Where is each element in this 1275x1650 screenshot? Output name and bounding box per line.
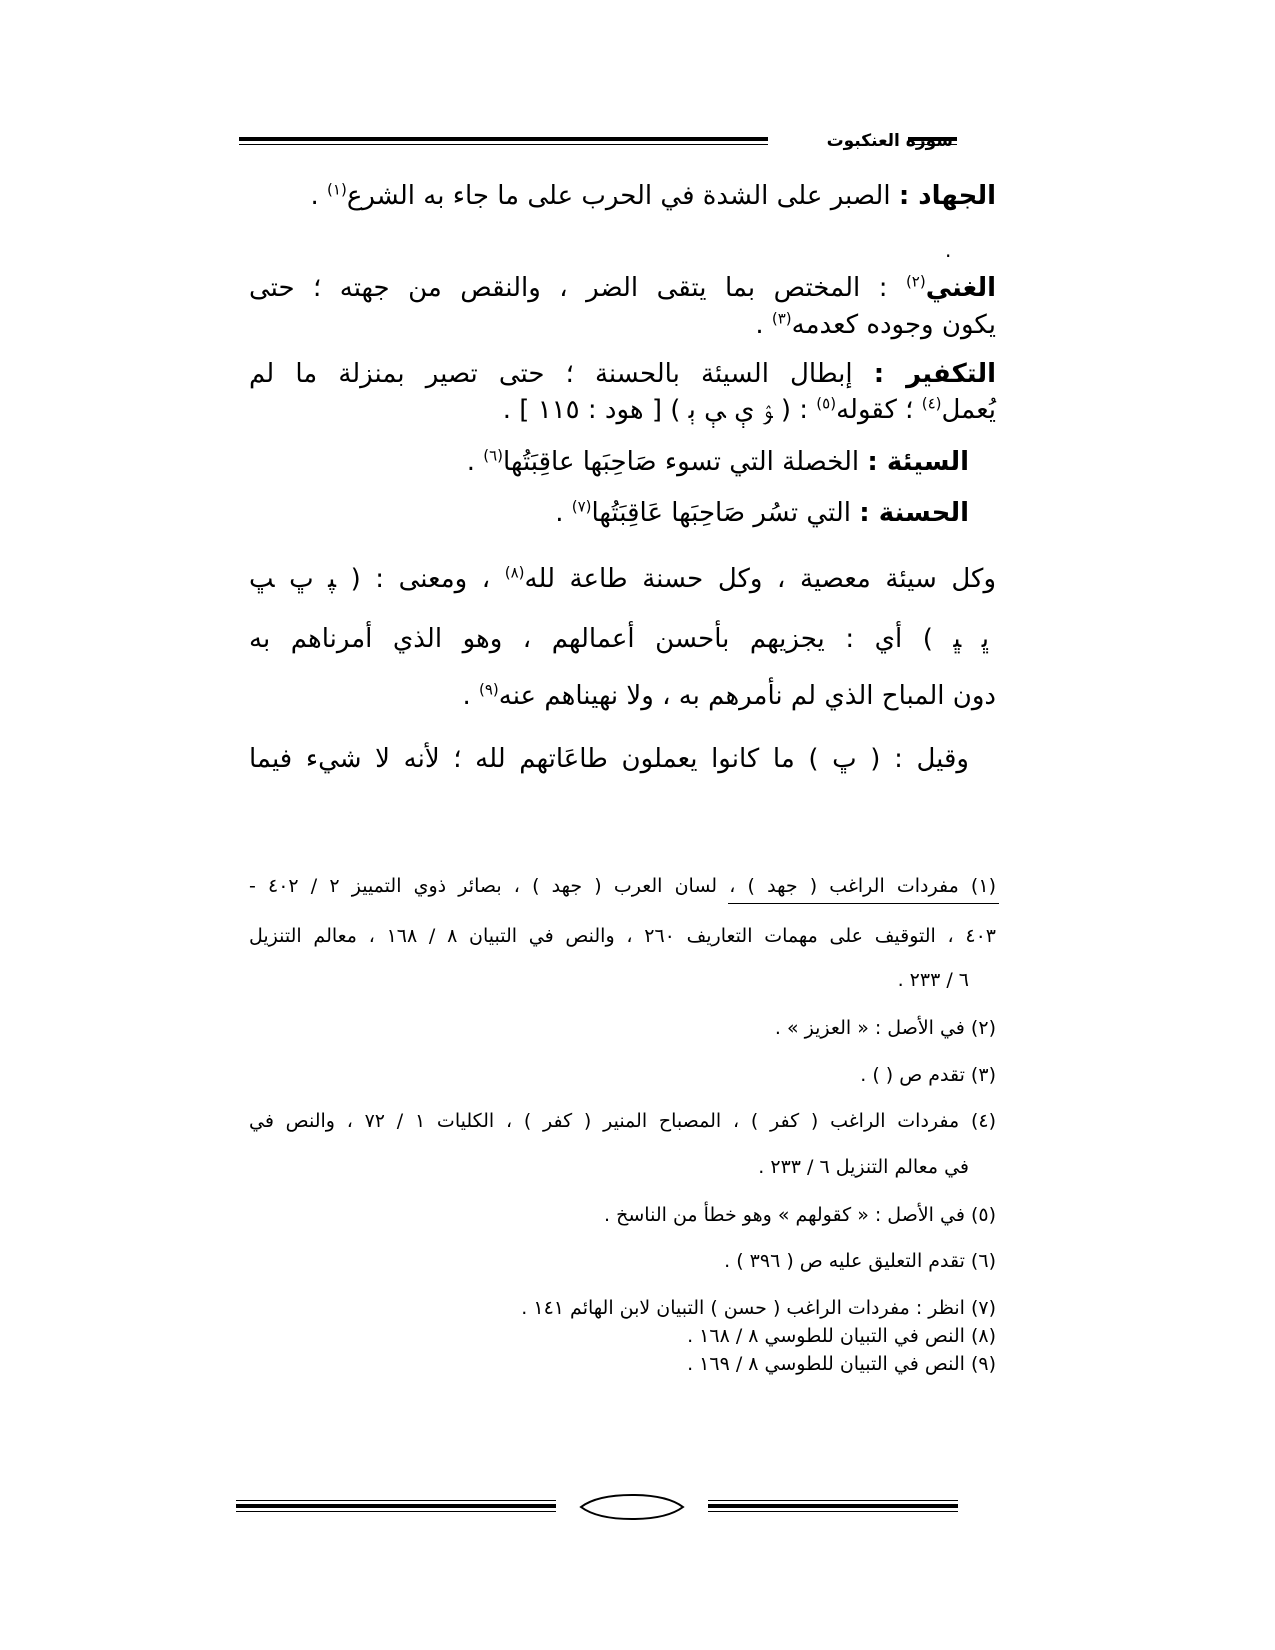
note-ref-7: (٧): [571, 497, 592, 516]
term-jihad: الجهاد :: [898, 181, 996, 211]
entry-ghani-line1: [249, 272, 996, 304]
definition-ghani: : المختص بما يتقى الضر ، والنقص من جهته ؛ حتى: [249, 273, 906, 303]
entry-ghani-line2: [755, 309, 996, 341]
definition-jihad: الصبر على الشدة في الحرب على ما جاء به الشرع: [346, 181, 899, 211]
footnote-9: (٩) النص في التبيان للطوسي ٨ / ١٦٩ .: [687, 1353, 996, 1375]
term-sayyia: السيئة :: [867, 447, 969, 477]
note-ref-1: (١): [327, 180, 347, 199]
sentence-end: .: [466, 447, 484, 477]
definition-sayyia: الخصلة التي تسوء صَاحِبَها عاقِبَتُها: [503, 447, 868, 477]
definition-takfir-quote-intro: ؛ كقوله: [836, 395, 922, 425]
entry-takfir-line2: [503, 394, 996, 426]
sentence-end: .: [310, 181, 328, 211]
definition-hasana: التي تسُر صَاحِبَها عَاقِبَتُها: [591, 498, 860, 528]
note-ref-9: (٩): [478, 680, 499, 699]
footer-rule-left-thin-2: [236, 1511, 556, 1512]
term-takfir: التكفير :: [873, 359, 996, 389]
note-ref-5: (٥): [816, 394, 837, 413]
footnote-4-line-2: في معالم التنزيل ٦ / ٢٣٣ .: [758, 1156, 969, 1178]
header-surah-title: سورة العنكبوت: [826, 131, 953, 151]
entry-sayyia: [467, 446, 969, 478]
stray-dot: .: [945, 238, 952, 262]
note-ref-4: (٤): [921, 394, 942, 413]
footer-rule-right-thin: [708, 1500, 958, 1501]
paragraph-text: وكل سيئة معصية ، وكل حسنة طاعة لله: [524, 564, 996, 594]
footer-rule-right-thin-2: [708, 1511, 958, 1512]
header-rule-left-thick: [239, 137, 768, 141]
paragraph-line-3: [462, 680, 996, 712]
note-ref-2: (٢): [905, 272, 926, 291]
paragraph-text: ، ومعنى : ( ﭙ ﭚ ﭛ: [249, 564, 505, 594]
footnote-6: (٦) تقدم التعليق عليه ص ( ٣٩٦ ) .: [724, 1250, 996, 1272]
footnote-separator: [728, 903, 999, 904]
quran-citation-hud: : ( ﯣ ﯤ ﯥ ﯦ ) [ هود : ١١٥ ] .: [502, 395, 817, 425]
footnote-4-line-1: (٤) مفردات الراغب ( كفر ) ، المصباح المنير ( كفر ) ، الكليات ١ / ٧٢ ، والنص في: [249, 1110, 996, 1132]
note-ref-8: (٨): [504, 563, 525, 582]
footer-rule-right-thick: [708, 1504, 958, 1508]
paragraph-line-4: [249, 743, 969, 775]
paragraph-text: وقيل : ( ﭚ ) ما كانوا يعملون طاعَاتهم لله ؛ لأنه لا شيء فيما: [249, 744, 969, 774]
footer-rule-left-thin: [236, 1500, 556, 1501]
footnote-1-line-2: ٤٠٣ ، التوقيف على مهمات التعاريف ٢٦٠ ، والنص في التبيان ٨ / ١٦٨ ، معالم التنزيل: [249, 925, 997, 947]
term-ghani: الغني: [925, 273, 996, 303]
footnote-7: (٧) انظر : مفردات الراغب ( حسن ) التبيان لابن الهائم ١٤١ .: [521, 1297, 996, 1319]
term-hasana: الحسنة :: [859, 498, 969, 528]
footnote-2: (٢) في الأصل : « العزيز » .: [774, 1017, 996, 1039]
footnote-5: (٥) في الأصل : « كقولهم » وهو خطأ من الناسخ .: [604, 1204, 996, 1226]
entry-takfir-line1: [249, 358, 996, 390]
sentence-end: .: [555, 498, 572, 528]
footer-rule-left-thick: [236, 1504, 556, 1508]
definition-ghani-cont: يكون وجوده كعدمه: [791, 310, 996, 340]
footnote-3: (٣) تقدم ص ( ) .: [860, 1064, 996, 1086]
entry-jihad: [311, 180, 996, 212]
definition-takfir-cont: يُعمل: [941, 395, 996, 425]
paragraph-line-2: [249, 623, 989, 655]
entry-hasana: [555, 497, 969, 529]
footnote-1-line-3: ٦ / ٢٣٣ .: [897, 969, 969, 991]
paragraph-text: دون المباح الذي لم نأمرهم به ، ولا نهيناهم عنه: [498, 681, 996, 711]
sentence-end: .: [462, 681, 479, 711]
footnote-1-line-1: (١) مفردات الراغب ( جهد ) ، لسان العرب ( جهد ) ، بصائر ذوي التمييز ٢ / ٤٠٢ -: [249, 875, 996, 897]
paragraph-line-1: [249, 563, 996, 595]
footer-oval-ornament: [575, 1493, 689, 1521]
note-ref-3: (٣): [771, 309, 792, 328]
sentence-end: .: [755, 310, 772, 340]
header-rule-left-thin: [239, 144, 768, 145]
note-ref-6: (٦): [483, 446, 504, 465]
footnote-8: (٨) النص في التبيان للطوسي ٨ / ١٦٨ .: [687, 1325, 996, 1347]
definition-takfir: إبطال السيئة بالحسنة ؛ حتى تصير بمنزلة ما لم: [249, 359, 874, 389]
paragraph-text: ﭜ ﭝ ) أي : يجزيهم بأحسن أعمالهم ، وهو الذي أمرناهم به: [249, 624, 989, 654]
